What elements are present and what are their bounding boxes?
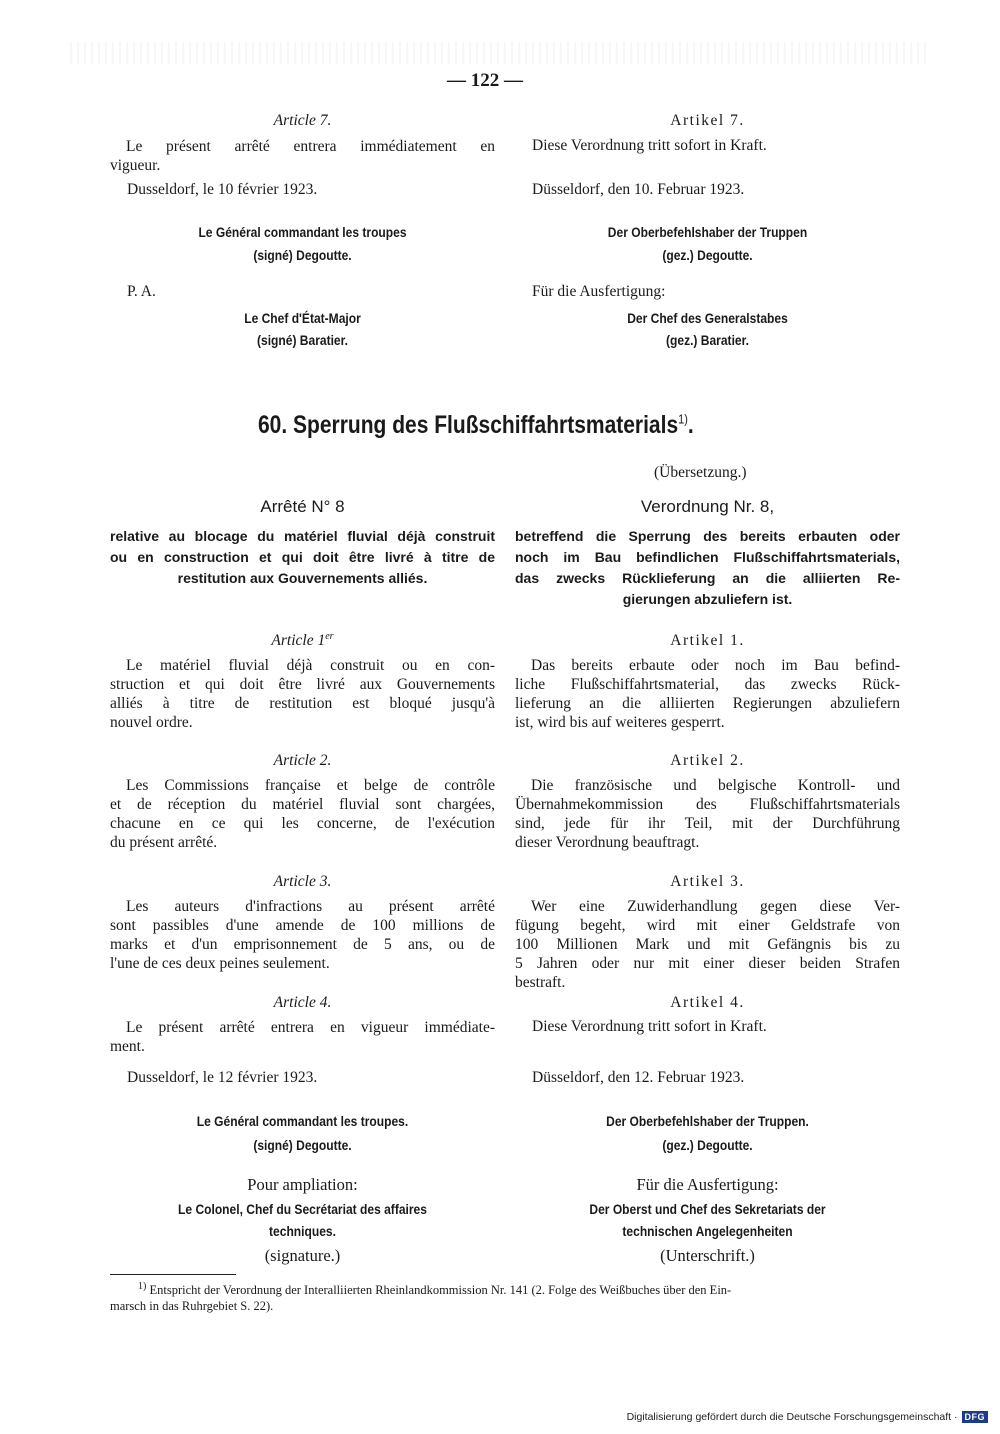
text-line: Le matériel fluvial déjà construit ou en con- (126, 657, 495, 674)
left-article-2-text (110, 776, 495, 852)
right-artikel-1-title: Artikel 1. (670, 632, 745, 649)
right-artikel-3-title: Artikel 3. (670, 873, 745, 890)
text-line: liche Flußschiffahrtsmaterial, das zwecks Rück- (515, 676, 900, 693)
top-left-signer-title: Le Général commandant les troupes (198, 224, 407, 240)
text-line: ment. (110, 1038, 145, 1055)
left-signature: (signature.) (264, 1246, 341, 1265)
right-artikel-4-title: Artikel 4. (670, 994, 745, 1011)
right-artikel-1-text (515, 656, 900, 732)
footnote-line-1 (110, 1282, 900, 1298)
right-place-date: Düsseldorf, den 12. Februar 1923. (532, 1069, 745, 1086)
text-line: Les Commissions française et belge de contrôle (126, 777, 495, 794)
right-artikel-4-text: Diese Verordnung tritt sofort in Kraft. (532, 1018, 767, 1035)
right-oberst-line-2: technischen Angelegenheiten (622, 1223, 793, 1239)
text-line: nouvel ordre. (110, 714, 193, 731)
footnote-text-1: Entspricht der Verordnung der Interalliierten Rheinlandkommission Nr. 141 (2. Folge des Weißbuches über den Ein- (149, 1283, 732, 1297)
top-right-artikel-7-title: Artikel 7. (670, 112, 745, 129)
text-line: et de réception du matériel fluvial sont chargées, (110, 796, 495, 813)
right-unterschrift: (Unterschrift.) (660, 1246, 755, 1265)
text-line: 5 Jahren oder nur mit einer dieser beiden Strafen (515, 955, 900, 972)
top-left-place-date: Dusseldorf, le 10 février 1923. (127, 181, 318, 198)
left-arrete-title: Arrêté N° 8 (260, 497, 345, 516)
text-line: struction et qui doit être livré aux Gouvernements (110, 676, 495, 693)
left-signer-title: Le Général commandant les troupes. (196, 1113, 409, 1129)
translation-note: (Übersetzung.) (654, 464, 747, 481)
text-line: dieser Verordnung beauftragt. (515, 834, 700, 851)
left-subtitle (110, 526, 495, 589)
left-article-3-title: Article 3. (273, 873, 332, 890)
footnote-marker: 1) (138, 1280, 147, 1292)
top-right-ausfertigung: Für die Ausfertigung: (532, 283, 666, 300)
right-ausfertigung: Für die Ausfertigung: (636, 1175, 779, 1194)
left-ampliation: Pour ampliation: (247, 1175, 358, 1194)
text-line: Die französische und belgische Kontroll- und (531, 777, 900, 794)
text-line: das zwecks Rücklieferung an die alliierten Re- (515, 570, 900, 586)
top-left-pa: P. A. (127, 283, 156, 300)
text-line: restitution aux Gouvernements alliés. (177, 570, 428, 586)
section-heading-text: 60. Sperrung des Flußschiffahrtsmaterials (258, 411, 679, 439)
left-article-4-title: Article 4. (273, 994, 332, 1011)
left-article-1-sup: er (325, 630, 334, 642)
text-line: alliés à titre de restitution est bloqué jusqu'à (110, 695, 495, 712)
top-right-chief-name: (gez.) Baratier. (666, 332, 749, 348)
left-signer-name: (signé) Degoutte. (253, 1137, 352, 1153)
scan-noise (70, 42, 930, 64)
text-line: lieferung an die alliierten Regierungen abzuliefern (515, 695, 900, 712)
dfg-logo: DFG (962, 1411, 989, 1423)
left-article-3-text (110, 897, 495, 973)
footnote (110, 1282, 900, 1314)
text-line: sont passibles d'une amende de 100 millions de (110, 917, 495, 934)
left-colonel-line-2: techniques. (269, 1223, 336, 1239)
digitization-credit (627, 1411, 988, 1423)
top-right-signer-title: Der Oberbefehlshaber der Truppen (607, 224, 808, 240)
top-right-place-date: Düsseldorf, den 10. Februar 1923. (532, 181, 745, 198)
left-article-2-title: Article 2. (273, 752, 332, 769)
footnote-rule (110, 1274, 236, 1275)
top-left-article-7-title: Article 7. (273, 112, 332, 129)
top-left-chief-title: Le Chef d'État-Major (244, 310, 361, 326)
text-line: du présent arrêté. (110, 834, 218, 851)
section-heading: 60. Sperrung des Flußschiffahrtsmaterials$^{1)}$. (258, 411, 694, 439)
text-line: noch im Bau befindlichen Flußschiffahrtsmaterials, (515, 549, 900, 565)
top-right-chief-title: Der Chef des Generalstabes (627, 310, 788, 326)
left-place-date: Dusseldorf, le 12 février 1923. (127, 1069, 318, 1086)
text-line: relative au blocage du matériel fluvial déjà construit (110, 528, 495, 544)
right-oberst-line-1: Der Oberst und Chef des Sekretariats der (589, 1201, 826, 1217)
text-line: Le présent arrêté entrera immédiatement en (126, 138, 495, 155)
text-line: gierungen abzuliefern ist. (622, 591, 793, 607)
text-line: Übernahmekommission des Flußschiffahrtsmaterials (515, 796, 900, 813)
left-article-1-text (110, 656, 495, 732)
page-number: — 122 — (447, 70, 523, 91)
top-left-chief-name: (signé) Baratier. (256, 332, 348, 348)
top-left-signer-name: (signé) Degoutte. (253, 247, 352, 263)
text-line: Das bereits erbaute oder noch im Bau befind- (531, 657, 900, 674)
text-line: sind, jede für ihr Teil, mit der Durchführung (515, 815, 900, 832)
text-line: Les auteurs d'infractions au présent arrêté (126, 898, 495, 915)
left-article-1-title-text: Article 1 (271, 632, 326, 649)
footnote-line-2: marsch in das Ruhrgebiet S. 22). (110, 1299, 274, 1313)
right-subtitle (515, 526, 900, 610)
credit-text: Digitalisierung gefördert durch die Deutsche Forschungsgemeinschaft · (626, 1411, 958, 1423)
top-right-artikel-7-text: Diese Verordnung tritt sofort in Kraft. (532, 137, 767, 154)
right-signer-name: (gez.) Degoutte. (662, 1137, 753, 1153)
right-artikel-2-title: Artikel 2. (670, 752, 745, 769)
top-right-signer-name: (gez.) Degoutte. (662, 247, 753, 263)
section-heading-footnote-ref: 1) (678, 411, 688, 427)
text-line: Wer eine Zuwiderhandlung gegen diese Ver- (531, 898, 900, 915)
text-line: ou en construction et qui doit être livré à titre de (110, 549, 495, 565)
text-line: marks et d'un emprisonnement de 5 ans, ou de (110, 936, 495, 953)
right-artikel-3-text (515, 897, 900, 992)
left-colonel-line-1: Le Colonel, Chef du Secrétariat des affaires (178, 1201, 427, 1217)
text-line: betreffend die Sperrung des bereits erbauten oder (515, 528, 900, 544)
right-artikel-2-text (515, 776, 900, 852)
text-line: l'une de ces deux peines seulement. (110, 955, 330, 972)
text-line: chacune en ce qui les concerne, de l'exécution (110, 815, 495, 832)
right-verordnung-title: Verordnung Nr. 8, (640, 497, 775, 516)
right-signer-title: Der Oberbefehlshaber der Truppen. (606, 1113, 809, 1129)
text-line: fügung begeht, wird mit einer Geldstrafe von (515, 917, 900, 934)
text-line: 100 Millionen Mark und mit Gefängnis bis zu (515, 936, 900, 953)
text-line: ist, wird bis auf weiteres gesperrt. (515, 714, 725, 731)
top-left-article-7-text (110, 137, 495, 175)
text-line: vigueur. (110, 157, 161, 174)
left-article-1-title (110, 632, 495, 650)
text-line: Le présent arrêté entrera en vigueur immédiate- (126, 1019, 495, 1036)
left-article-4-text (110, 1018, 495, 1056)
text-line: bestraft. (515, 974, 566, 991)
